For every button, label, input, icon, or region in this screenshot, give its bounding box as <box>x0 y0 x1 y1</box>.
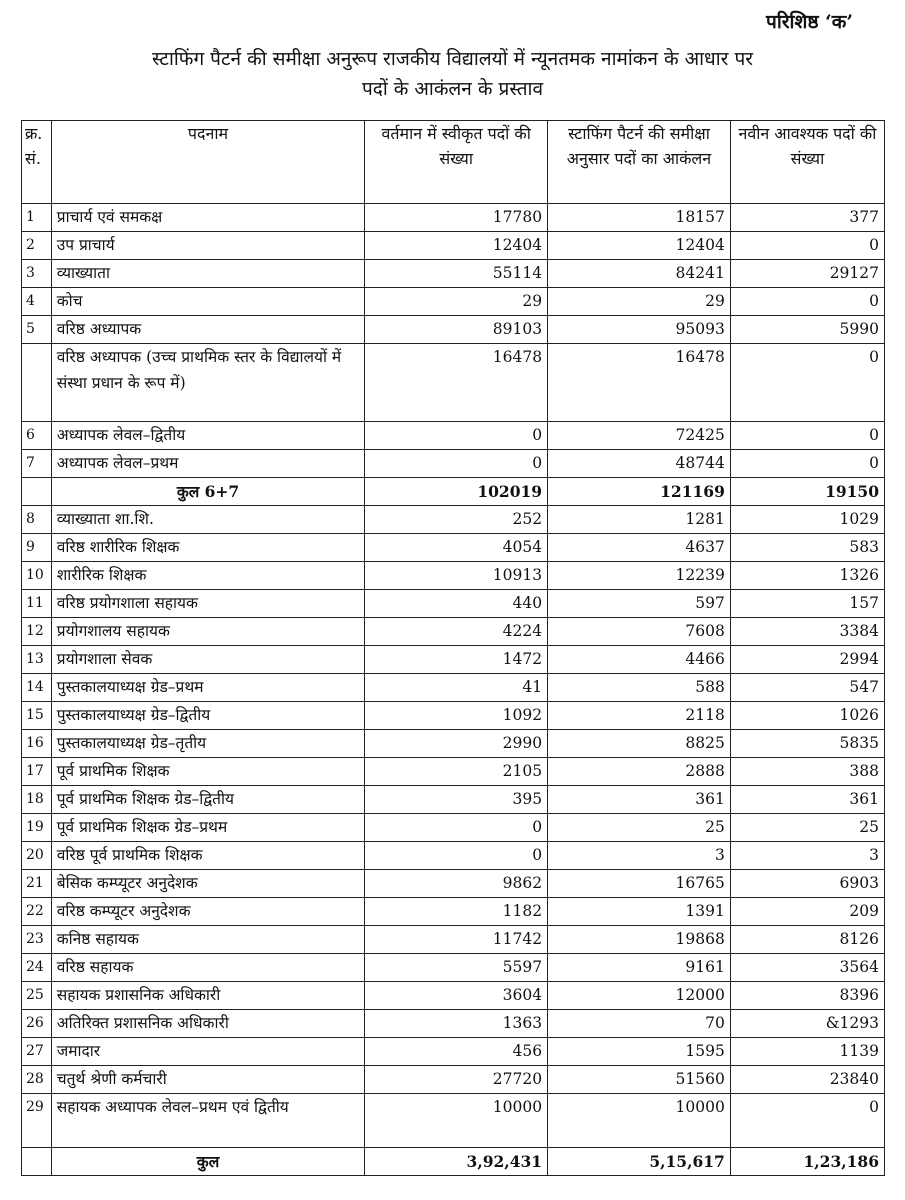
table-row <box>22 730 885 758</box>
row-post-name: प्राचार्य एवं समकक्ष <box>51 204 365 232</box>
row-pattern-estimate: 1391 <box>548 898 731 926</box>
table-row <box>22 814 885 842</box>
row-serial: 15 <box>22 702 52 730</box>
table-row <box>22 316 885 344</box>
row-serial: 23 <box>22 926 52 954</box>
row-pattern-estimate: 361 <box>548 786 731 814</box>
row-serial: 1 <box>22 204 52 232</box>
row-current-sanctioned: 10913 <box>365 562 548 590</box>
row-post-name: पूर्व प्राथमिक शिक्षक ग्रेड–प्रथम <box>51 814 365 842</box>
row-current-sanctioned: 3604 <box>365 982 548 1010</box>
row-pattern-estimate: 95093 <box>548 316 731 344</box>
row-post-name: बेसिक कम्प्यूटर अनुदेशक <box>51 870 365 898</box>
row-new-required: 0 <box>730 450 884 478</box>
row-new-required: 3 <box>730 842 884 870</box>
row-serial: 20 <box>22 842 52 870</box>
header-serial: क्र. सं. <box>22 121 52 204</box>
row-new-required: 6903 <box>730 870 884 898</box>
row-post-name: पूर्व प्राथमिक शिक्षक <box>51 758 365 786</box>
table-row <box>22 758 885 786</box>
row-new-required: 0 <box>730 288 884 316</box>
table-row <box>22 646 885 674</box>
header-row <box>22 121 885 204</box>
row-new-required: 23840 <box>730 1066 884 1094</box>
row-new-required: 0 <box>730 422 884 450</box>
row-post-name: वरिष्ठ पूर्व प्राथमिक शिक्षक <box>51 842 365 870</box>
row-post-name: कनिष्ठ सहायक <box>51 926 365 954</box>
row-serial: 18 <box>22 786 52 814</box>
row-pattern-estimate: 4466 <box>548 646 731 674</box>
table-row <box>22 786 885 814</box>
row-serial: 3 <box>22 260 52 288</box>
header-new-required: नवीन आवश्यक पदों की संख्या <box>730 121 884 204</box>
row-post-name: प्रयोगशालय सहायक <box>51 618 365 646</box>
row-pattern-estimate: 48744 <box>548 450 731 478</box>
row-current-sanctioned: 89103 <box>365 316 548 344</box>
row-new-required: 2994 <box>730 646 884 674</box>
title-line-1: स्टाफिंग पैटर्न की समीक्षा अनुरूप राजकीय विद्यालयों में न्यूनतमक नामांकन के आधार पर <box>151 48 754 70</box>
row-pattern-estimate: 12000 <box>548 982 731 1010</box>
row-pattern-estimate: 16765 <box>548 870 731 898</box>
table-row <box>22 260 885 288</box>
row-current-sanctioned: 41 <box>365 674 548 702</box>
row-new-required: 1029 <box>730 506 884 534</box>
row-current-sanctioned: 4054 <box>365 534 548 562</box>
row-serial: 5 <box>22 316 52 344</box>
row-pattern-estimate: 18157 <box>548 204 731 232</box>
row-current-sanctioned: 27720 <box>365 1066 548 1094</box>
row-new-required: 0 <box>730 344 884 422</box>
row-current-sanctioned: 1472 <box>365 646 548 674</box>
row-current-sanctioned: 12404 <box>365 232 548 260</box>
table-row <box>22 618 885 646</box>
table-row <box>22 1066 885 1094</box>
row-current-sanctioned: 16478 <box>365 344 548 422</box>
row-serial: 4 <box>22 288 52 316</box>
row-new-required: 0 <box>730 232 884 260</box>
row-new-required: 5835 <box>730 730 884 758</box>
row-pattern-estimate: 10000 <box>548 1094 731 1148</box>
row-serial: 13 <box>22 646 52 674</box>
row-pattern-estimate: 4637 <box>548 534 731 562</box>
table-row <box>22 590 885 618</box>
title-line-2: पदों के आकंलन के प्रस्ताव <box>361 78 544 100</box>
row-serial: 28 <box>22 1066 52 1094</box>
row-current-sanctioned: 2990 <box>365 730 548 758</box>
row-serial <box>22 344 52 422</box>
row-serial: 9 <box>22 534 52 562</box>
row-serial: 21 <box>22 870 52 898</box>
row-pattern-estimate: 16478 <box>548 344 731 422</box>
row-current-sanctioned: 29 <box>365 288 548 316</box>
table-row <box>22 870 885 898</box>
row-post-name: कुल 6+7 <box>51 478 365 506</box>
table-row <box>22 204 885 232</box>
row-new-required: 1139 <box>730 1038 884 1066</box>
row-serial: 11 <box>22 590 52 618</box>
row-pattern-estimate: 7608 <box>548 618 731 646</box>
row-post-name: वरिष्ठ सहायक <box>51 954 365 982</box>
row-pattern-estimate: 12239 <box>548 562 731 590</box>
row-serial: 6 <box>22 422 52 450</box>
row-serial: 22 <box>22 898 52 926</box>
row-pattern-estimate: 121169 <box>548 478 731 506</box>
table-row <box>22 232 885 260</box>
row-serial: 2 <box>22 232 52 260</box>
row-serial <box>22 1148 52 1176</box>
row-new-required: 0 <box>730 1094 884 1148</box>
row-post-name: अध्यापक लेवल–द्वितीय <box>51 422 365 450</box>
row-current-sanctioned: 9862 <box>365 870 548 898</box>
row-pattern-estimate: 5,15,617 <box>548 1148 731 1176</box>
row-current-sanctioned: 5597 <box>365 954 548 982</box>
row-post-name: अतिरिक्त प्रशासनिक अधिकारी <box>51 1010 365 1038</box>
row-pattern-estimate: 29 <box>548 288 731 316</box>
row-serial <box>22 478 52 506</box>
row-current-sanctioned: 102019 <box>365 478 548 506</box>
row-post-name: व्याख्याता <box>51 260 365 288</box>
row-current-sanctioned: 1363 <box>365 1010 548 1038</box>
row-current-sanctioned: 0 <box>365 814 548 842</box>
table-row <box>22 702 885 730</box>
row-serial: 10 <box>22 562 52 590</box>
table-row <box>22 534 885 562</box>
row-current-sanctioned: 440 <box>365 590 548 618</box>
table-row <box>22 982 885 1010</box>
row-current-sanctioned: 0 <box>365 842 548 870</box>
row-pattern-estimate: 3 <box>548 842 731 870</box>
row-serial: 19 <box>22 814 52 842</box>
row-post-name: प्रयोगशाला सेवक <box>51 646 365 674</box>
table-row <box>22 842 885 870</box>
row-serial: 25 <box>22 982 52 1010</box>
posts-table <box>21 120 885 1176</box>
row-pattern-estimate: 19868 <box>548 926 731 954</box>
row-post-name: पुस्तकालयाध्यक्ष ग्रेड–द्वितीय <box>51 702 365 730</box>
row-pattern-estimate: 72425 <box>548 422 731 450</box>
row-pattern-estimate: 8825 <box>548 730 731 758</box>
row-new-required: 25 <box>730 814 884 842</box>
row-current-sanctioned: 11742 <box>365 926 548 954</box>
row-current-sanctioned: 55114 <box>365 260 548 288</box>
row-current-sanctioned: 17780 <box>365 204 548 232</box>
row-pattern-estimate: 597 <box>548 590 731 618</box>
appendix-label: परिशिष्ठ ‘क’ <box>766 11 853 33</box>
row-new-required: &1293 <box>730 1010 884 1038</box>
row-new-required: 29127 <box>730 260 884 288</box>
row-pattern-estimate: 1281 <box>548 506 731 534</box>
row-post-name: शारीरिक शिक्षक <box>51 562 365 590</box>
row-post-name: वरिष्ठ कम्प्यूटर अनुदेशक <box>51 898 365 926</box>
row-serial: 8 <box>22 506 52 534</box>
row-pattern-estimate: 9161 <box>548 954 731 982</box>
row-new-required: 8126 <box>730 926 884 954</box>
row-pattern-estimate: 84241 <box>548 260 731 288</box>
row-serial: 27 <box>22 1038 52 1066</box>
row-post-name: वरिष्ठ शारीरिक शिक्षक <box>51 534 365 562</box>
row-serial: 24 <box>22 954 52 982</box>
row-serial: 17 <box>22 758 52 786</box>
header-pattern-estimate: स्टाफिंग पैटर्न की समीक्षा अनुसार पदों का आकंलन <box>548 121 731 204</box>
table-row <box>22 506 885 534</box>
table-row <box>22 1148 885 1176</box>
row-new-required: 5990 <box>730 316 884 344</box>
row-serial: 26 <box>22 1010 52 1038</box>
row-new-required: 1026 <box>730 702 884 730</box>
row-post-name: चतुर्थ श्रेणी कर्मचारी <box>51 1066 365 1094</box>
row-post-name: वरिष्ठ प्रयोगशाला सहायक <box>51 590 365 618</box>
row-new-required: 388 <box>730 758 884 786</box>
row-new-required: 583 <box>730 534 884 562</box>
row-current-sanctioned: 2105 <box>365 758 548 786</box>
row-post-name: वरिष्ठ अध्यापक (उच्च प्राथमिक स्तर के विद्यालयों में संस्था प्रधान के रूप में) <box>51 344 365 422</box>
row-pattern-estimate: 2118 <box>548 702 731 730</box>
row-new-required: 3384 <box>730 618 884 646</box>
row-post-name: व्याख्याता शा.शि. <box>51 506 365 534</box>
row-current-sanctioned: 3,92,431 <box>365 1148 548 1176</box>
row-post-name: सहायक प्रशासनिक अधिकारी <box>51 982 365 1010</box>
row-new-required: 3564 <box>730 954 884 982</box>
row-pattern-estimate: 12404 <box>548 232 731 260</box>
row-new-required: 157 <box>730 590 884 618</box>
row-post-name: कुल <box>51 1148 365 1176</box>
row-pattern-estimate: 51560 <box>548 1066 731 1094</box>
row-post-name: पुस्तकालयाध्यक्ष ग्रेड–प्रथम <box>51 674 365 702</box>
row-current-sanctioned: 0 <box>365 450 548 478</box>
table-row <box>22 450 885 478</box>
row-serial: 7 <box>22 450 52 478</box>
row-serial: 16 <box>22 730 52 758</box>
row-new-required: 361 <box>730 786 884 814</box>
row-current-sanctioned: 1092 <box>365 702 548 730</box>
row-new-required: 1326 <box>730 562 884 590</box>
table-row <box>22 954 885 982</box>
table-row <box>22 674 885 702</box>
row-post-name: पूर्व प्राथमिक शिक्षक ग्रेड–द्वितीय <box>51 786 365 814</box>
row-post-name: अध्यापक लेवल–प्रथम <box>51 450 365 478</box>
row-new-required: 377 <box>730 204 884 232</box>
row-post-name: पुस्तकालयाध्यक्ष ग्रेड–तृतीय <box>51 730 365 758</box>
table-row <box>22 1094 885 1148</box>
row-new-required: 1,23,186 <box>730 1148 884 1176</box>
table-row <box>22 1038 885 1066</box>
table-body <box>22 204 885 1176</box>
header-current-sanctioned: वर्तमान में स्वीकृत पदों की संख्या <box>365 121 548 204</box>
table-row <box>22 478 885 506</box>
row-pattern-estimate: 70 <box>548 1010 731 1038</box>
row-new-required: 209 <box>730 898 884 926</box>
row-current-sanctioned: 1182 <box>365 898 548 926</box>
row-current-sanctioned: 456 <box>365 1038 548 1066</box>
row-pattern-estimate: 2888 <box>548 758 731 786</box>
row-serial: 12 <box>22 618 52 646</box>
table-row <box>22 562 885 590</box>
header-post-name: पदनाम <box>51 121 365 204</box>
row-post-name: उप प्राचार्य <box>51 232 365 260</box>
table-row <box>22 288 885 316</box>
row-pattern-estimate: 588 <box>548 674 731 702</box>
row-pattern-estimate: 25 <box>548 814 731 842</box>
table-row <box>22 1010 885 1038</box>
row-post-name: वरिष्ठ अध्यापक <box>51 316 365 344</box>
table-row <box>22 898 885 926</box>
table-row <box>22 422 885 450</box>
row-post-name: सहायक अध्यापक लेवल–प्रथम एवं द्वितीय <box>51 1094 365 1148</box>
row-post-name: कोच <box>51 288 365 316</box>
row-new-required: 19150 <box>730 478 884 506</box>
row-pattern-estimate: 1595 <box>548 1038 731 1066</box>
table-row <box>22 344 885 422</box>
row-serial: 29 <box>22 1094 52 1148</box>
row-new-required: 547 <box>730 674 884 702</box>
document-title <box>20 44 885 104</box>
row-current-sanctioned: 4224 <box>365 618 548 646</box>
row-current-sanctioned: 395 <box>365 786 548 814</box>
row-current-sanctioned: 10000 <box>365 1094 548 1148</box>
table-row <box>22 926 885 954</box>
row-post-name: जमादार <box>51 1038 365 1066</box>
row-new-required: 8396 <box>730 982 884 1010</box>
row-current-sanctioned: 0 <box>365 422 548 450</box>
row-current-sanctioned: 252 <box>365 506 548 534</box>
row-serial: 14 <box>22 674 52 702</box>
